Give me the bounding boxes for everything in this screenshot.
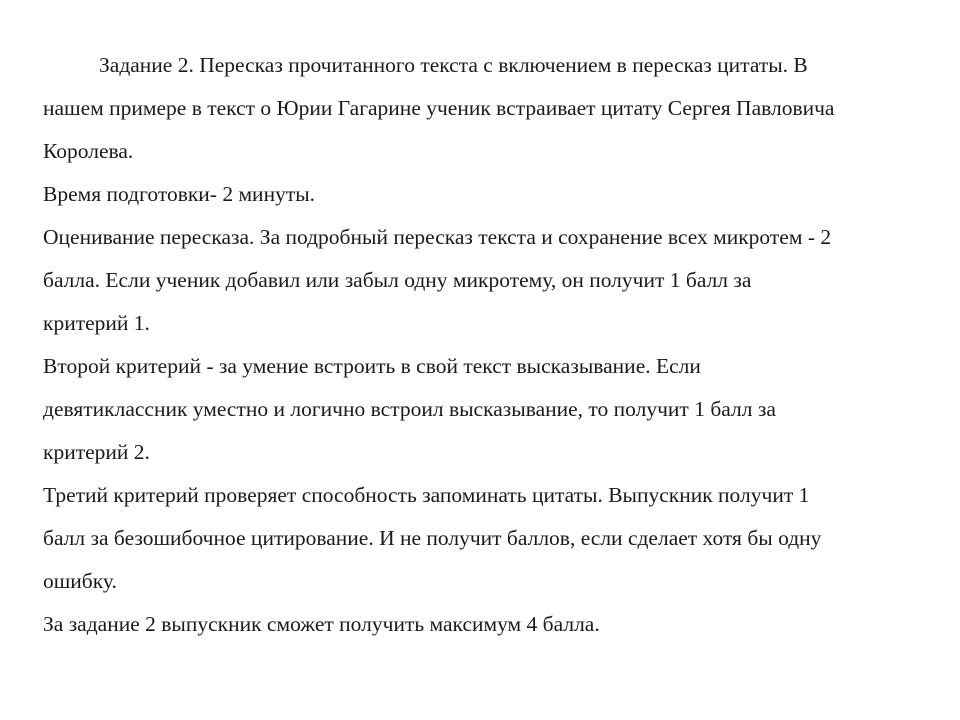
criterion-2-line: Второй критерий - за умение встроить в свой текст высказывание. Если [43,354,701,378]
text-line: балл за безошибочное цитирование. И не получит баллов, если сделает хотя бы одну [43,526,822,550]
text-line: критерий 1. [43,311,150,335]
prep-time-line: Время подготовки- 2 минуты. [43,182,316,206]
text-line: критерий 2. [43,440,150,464]
task-title-line: Задание 2. Пересказ прочитанного текста с включением в пересказ цитаты. В [99,53,808,77]
document-text [43,44,933,646]
text-line: балла. Если ученик добавил или забыл одну микротему, он получит 1 балл за [43,268,752,292]
criterion-3-line: Третий критерий проверяет способность запоминать цитаты. Выпускник получит 1 [43,483,810,507]
text-line: Королева. [43,139,134,163]
criterion-1-line: Оценивание пересказа. За подробный пересказ текста и сохранение всех микротем - 2 [43,225,832,249]
text-line: девятиклассник уместно и логично встроил высказывание, то получит 1 балл за [43,397,776,421]
text-line: ошибку. [43,569,117,593]
text-line: нашем примере в текст о Юрии Гагарине ученик встраивает цитату Сергея Павловича [43,96,835,120]
max-score-line: За задание 2 выпускник сможет получить максимум 4 балла. [43,612,600,636]
